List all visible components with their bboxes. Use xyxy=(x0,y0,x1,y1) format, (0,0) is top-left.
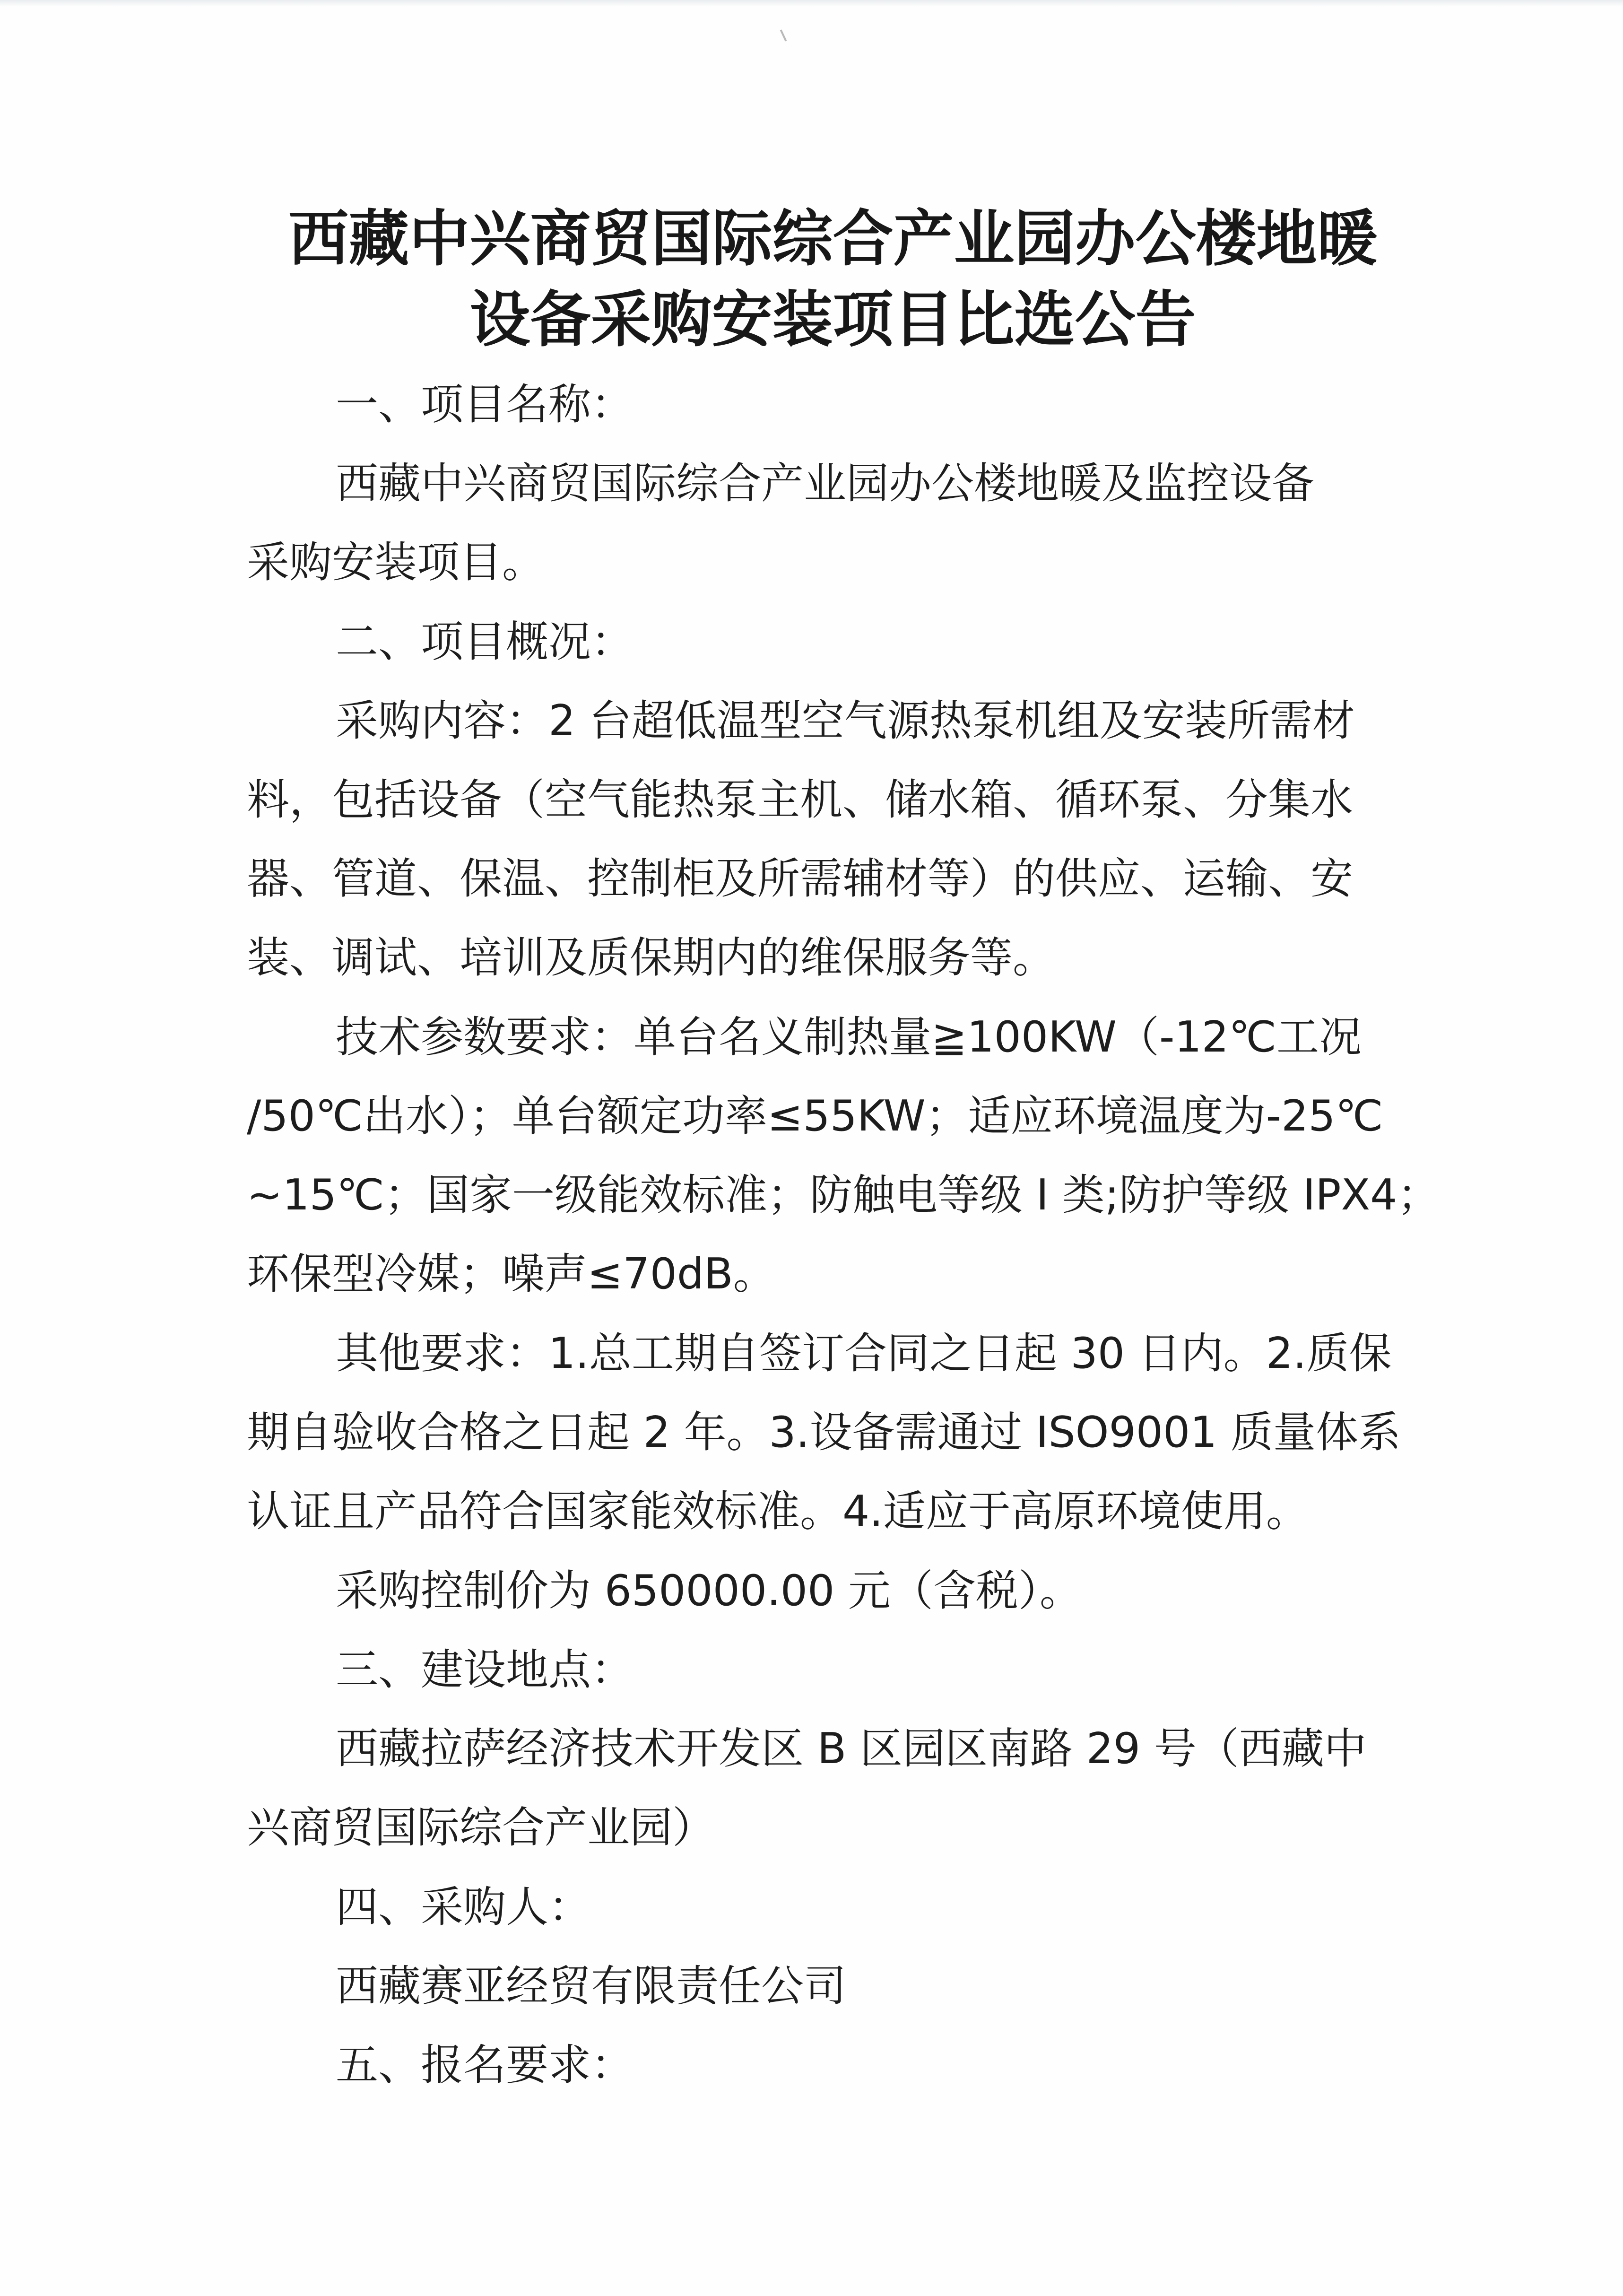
section-5-heading: 五、报名要求： xyxy=(336,2040,634,2090)
section-1-body-line-2: 采购安装项目。 xyxy=(247,538,545,587)
scan-mark xyxy=(780,29,787,41)
section-1-body-line-1: 西藏中兴商贸国际综合产业园办公楼地暖及监控设备 xyxy=(336,459,1314,508)
purchaser-name: 西藏赛亚经贸有限责任公司 xyxy=(336,1961,846,2011)
procurement-line-4: 装、调试、培训及质保期内的维保服务等。 xyxy=(247,933,1055,983)
other-requirements-line-3: 认证且产品符合国家能效标准。4.适应于高原环境使用。 xyxy=(247,1487,1309,1536)
other-requirements-line-2: 期自验收合格之日起 2 年。3.设备需通过 ISO9001 质量体系 xyxy=(247,1408,1401,1457)
technical-line-1: 技术参数要求：单台名义制热量≧100KW（-12℃工况 xyxy=(336,1012,1362,1062)
location-line-1: 西藏拉萨经济技术开发区 B 区园区南路 29 号（西藏中 xyxy=(336,1724,1367,1774)
procurement-line-1: 采购内容：2 台超低温型空气源热泵机组及安装所需材 xyxy=(336,696,1355,746)
technical-line-4: 环保型冷媒；噪声≤70dB。 xyxy=(247,1249,776,1299)
procurement-line-3: 器、管道、保温、控制柜及所需辅材等）的供应、运输、安 xyxy=(247,854,1353,904)
section-1-heading: 一、项目名称： xyxy=(336,380,634,429)
document-title-line-1: 西藏中兴商贸国际综合产业园办公楼地暖 xyxy=(288,204,1378,274)
procurement-line-2: 料，包括设备（空气能热泵主机、储水箱、循环泵、分集水 xyxy=(247,775,1353,825)
section-2-heading: 二、项目概况： xyxy=(336,617,634,667)
other-requirements-line-1: 其他要求：1.总工期自签订合同之日起 30 日内。2.质保 xyxy=(336,1329,1392,1378)
control-price: 采购控制价为 650000.00 元（含税）。 xyxy=(336,1566,1082,1616)
technical-line-2: /50℃出水）；单台额定功率≤55KW；适应环境温度为-25℃ xyxy=(247,1091,1383,1141)
technical-line-3: ~15℃；国家一级能效标准；防触电等级 I 类;防护等级 IPX4； xyxy=(247,1170,1440,1220)
section-4-heading: 四、采购人： xyxy=(336,1882,591,1932)
section-3-heading: 三、建设地点： xyxy=(336,1645,634,1695)
document-title-line-2: 设备采购安装项目比选公告 xyxy=(469,285,1196,355)
scan-edge xyxy=(0,0,1623,7)
location-line-2: 兴商贸国际综合产业园） xyxy=(247,1803,715,1852)
